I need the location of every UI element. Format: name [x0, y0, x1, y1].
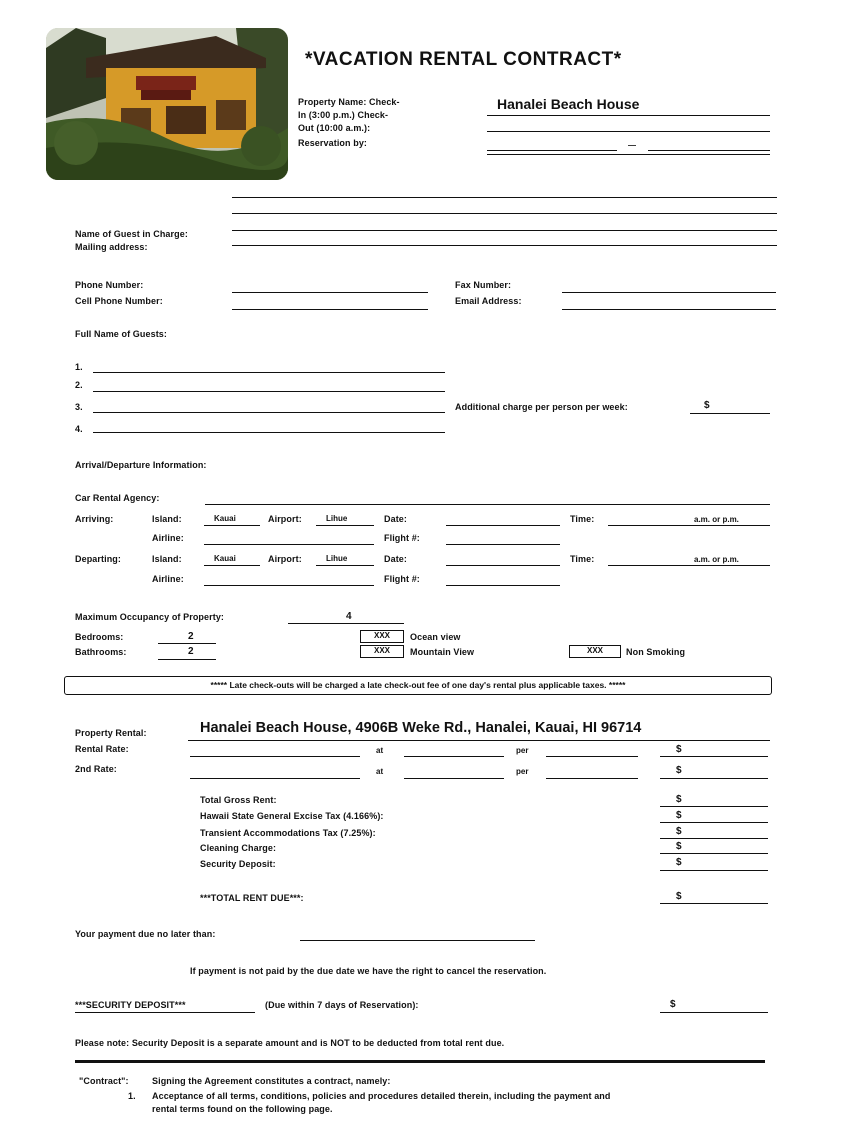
reservation-line-b[interactable] — [648, 150, 770, 151]
departing-label: Departing: — [75, 554, 121, 564]
cleaning-line[interactable] — [660, 853, 768, 854]
payment-due-line[interactable] — [300, 940, 535, 941]
arr-airport-label: Airport: — [268, 514, 302, 524]
guest-name-label: Name of Guest in Charge: — [75, 229, 188, 239]
mailing-address-line[interactable] — [232, 245, 777, 246]
arr-time-line[interactable] — [608, 525, 770, 526]
dep-flight-line[interactable] — [446, 585, 560, 586]
arr-airport-line[interactable] — [316, 525, 374, 526]
security-dollar: $ — [670, 999, 676, 1010]
dep-time-line[interactable] — [608, 565, 770, 566]
dep-time-label: Time: — [570, 554, 595, 564]
dep-island-label: Island: — [152, 554, 182, 564]
arr-island-value: Kauai — [214, 514, 236, 523]
security-deposit-label: Security Deposit: — [200, 859, 276, 869]
reservation-dash: — — [628, 141, 636, 150]
address-line-1[interactable] — [232, 197, 777, 198]
contract-item-line-1: Acceptance of all terms, conditions, policies and procedures detailed therein, including the payment and — [152, 1091, 611, 1101]
arr-flight-label: Flight #: — [384, 533, 420, 543]
security-amount-line[interactable] — [660, 1012, 768, 1013]
bathrooms-label: Bathrooms: — [75, 647, 127, 657]
non-smoking-label: Non Smoking — [626, 647, 686, 657]
guest-name-line[interactable] — [232, 230, 777, 231]
arr-airport-value: Lihue — [326, 514, 348, 523]
rate2-at: at — [376, 767, 384, 776]
excise-tax-label: Hawaii State General Excise Tax (4.166%): — [200, 811, 384, 821]
house-illustration — [46, 28, 288, 180]
rate2-line-b[interactable] — [404, 778, 504, 779]
transient-line[interactable] — [660, 838, 768, 839]
excise-line[interactable] — [660, 822, 768, 823]
property-label-2: In (3:00 p.m.) Check- — [298, 110, 389, 120]
contract-label: "Contract": — [79, 1076, 129, 1086]
rate2-line-a[interactable] — [190, 778, 360, 779]
excise-dollar: $ — [676, 810, 682, 821]
property-photo — [46, 28, 288, 180]
dep-airline-label: Airline: — [152, 574, 184, 584]
dep-flight-label: Flight #: — [384, 574, 420, 584]
payment-due-label: Your payment due no later than: — [75, 929, 216, 939]
guests-heading: Full Name of Guests: — [75, 329, 168, 339]
dep-ampm: a.m. or p.m. — [694, 555, 739, 564]
arr-date-label: Date: — [384, 514, 408, 524]
rate-line-b[interactable] — [404, 756, 504, 757]
email-label: Email Address: — [455, 296, 522, 306]
max-occupancy-label: Maximum Occupancy of Property: — [75, 612, 225, 622]
contract-text: Signing the Agreement constitutes a contract, namely: — [152, 1076, 391, 1086]
rate2-per: per — [516, 767, 529, 776]
dep-airport-line[interactable] — [316, 565, 374, 566]
bedrooms-line[interactable] — [158, 643, 216, 644]
contract-title: *VACATION RENTAL CONTRACT* — [305, 49, 622, 70]
cell-phone-line[interactable] — [232, 309, 428, 310]
total-gross-line[interactable] — [660, 806, 768, 807]
divider — [75, 1060, 765, 1063]
cleaning-dollar: $ — [676, 841, 682, 852]
arr-time-label: Time: — [570, 514, 595, 524]
fax-label: Fax Number: — [455, 280, 512, 290]
guest-number-4: 4. — [75, 424, 83, 434]
rate-per: per — [516, 746, 529, 755]
late-checkout-notice — [64, 676, 772, 695]
contract-item-number: 1. — [128, 1091, 136, 1101]
guest-number-2: 2. — [75, 380, 83, 390]
max-occupancy-line[interactable] — [288, 623, 404, 624]
phone-label: Phone Number: — [75, 280, 144, 290]
contract-item-line-2: rental terms found on the following page. — [152, 1104, 333, 1114]
bathrooms-line[interactable] — [158, 659, 216, 660]
property-name-line-1[interactable] — [487, 115, 770, 116]
security-deposit-heading: ***SECURITY DEPOSIT*** — [75, 1000, 186, 1010]
total-gross-label: Total Gross Rent: — [200, 795, 277, 805]
arr-island-label: Island: — [152, 514, 182, 524]
total-due-line[interactable] — [660, 903, 768, 904]
guest-line-1[interactable] — [93, 372, 445, 373]
arr-ampm: a.m. or p.m. — [694, 515, 739, 524]
dep-airport-value: Lihue — [326, 554, 348, 563]
ocean-view-label: Ocean view — [410, 632, 461, 642]
rate-amount-line[interactable] — [660, 756, 768, 757]
additional-charge-line[interactable] — [690, 413, 770, 414]
max-occupancy-value: 4 — [346, 611, 352, 622]
bathrooms-value: 2 — [188, 646, 194, 657]
arr-airline-label: Airline: — [152, 533, 184, 543]
rate2-dollar: $ — [676, 765, 682, 776]
dep-date-line[interactable] — [446, 565, 560, 566]
security-deposit-heading-line[interactable] — [75, 1012, 255, 1013]
additional-charge-label: Additional charge per person per week: — [455, 402, 628, 412]
guest-line-3[interactable] — [93, 412, 445, 413]
rate-line-c[interactable] — [546, 756, 638, 757]
phone-line[interactable] — [232, 292, 428, 293]
deposit-dollar: $ — [676, 857, 682, 868]
property-label-3: Out (10:00 a.m.): — [298, 123, 371, 133]
property-rental-label: Property Rental: — [75, 728, 147, 738]
rate2-label: 2nd Rate: — [75, 764, 117, 774]
bedrooms-value: 2 — [188, 631, 194, 642]
guest-line-2[interactable] — [93, 391, 445, 392]
bedrooms-label: Bedrooms: — [75, 632, 124, 642]
property-rental-line[interactable] — [188, 740, 770, 741]
fax-line[interactable] — [562, 292, 776, 293]
property-name-value: Hanalei Beach House — [497, 96, 640, 112]
security-due-label: (Due within 7 days of Reservation): — [265, 1000, 419, 1010]
dep-date-label: Date: — [384, 554, 408, 564]
deposit-line[interactable] — [660, 870, 768, 871]
property-label-1: Property Name: Check- — [298, 97, 400, 107]
cell-phone-label: Cell Phone Number: — [75, 296, 163, 306]
total-due-dollar: $ — [676, 891, 682, 902]
email-line[interactable] — [562, 309, 776, 310]
rate-at: at — [376, 746, 384, 755]
guest-number-3: 3. — [75, 402, 83, 412]
dep-island-value: Kauai — [214, 554, 236, 563]
property-name-line-2[interactable] — [487, 131, 770, 132]
address-line-2[interactable] — [232, 213, 777, 214]
transient-tax-label: Transient Accommodations Tax (7.25%): — [200, 828, 376, 838]
arr-flight-line[interactable] — [446, 544, 560, 545]
property-rental-value: Hanalei Beach House, 4906B Weke Rd., Hanalei, Kauai, HI 96714 — [200, 720, 642, 736]
guest-number-1: 1. — [75, 362, 83, 372]
car-rental-line[interactable] — [205, 504, 770, 505]
late-checkout-text: ***** Late check-outs will be charged a late check-out fee of one day's rental plus applicable taxes. ***** — [210, 680, 626, 690]
transient-dollar: $ — [676, 826, 682, 837]
cancel-note: If payment is not paid by the due date we have the right to cancel the reservation. — [190, 966, 547, 976]
guest-line-4[interactable] — [93, 432, 445, 433]
rate2-amount-line[interactable] — [660, 778, 768, 779]
rate-line-a[interactable] — [190, 756, 360, 757]
rate-dollar: $ — [676, 744, 682, 755]
dep-airport-label: Airport: — [268, 554, 302, 564]
reservation-line-a[interactable] — [487, 150, 617, 151]
mailing-address-label: Mailing address: — [75, 242, 148, 252]
cleaning-label: Cleaning Charge: — [200, 843, 277, 853]
reservation-label: Reservation by: — [298, 138, 368, 148]
ocean-view-checkbox[interactable]: XXX — [360, 630, 404, 643]
arriving-label: Arriving: — [75, 514, 114, 524]
arr-airline-line[interactable] — [204, 544, 374, 545]
mountain-view-label: Mountain View — [410, 647, 475, 657]
please-note: Please note: Security Deposit is a separate amount and is NOT to be deducted from total rent due. — [75, 1038, 505, 1048]
non-smoking-checkbox[interactable]: XXX — [569, 645, 621, 658]
arr-island-line[interactable] — [204, 525, 260, 526]
dep-airline-line[interactable] — [204, 585, 374, 586]
car-rental-label: Car Rental Agency: — [75, 493, 160, 503]
additional-charge-dollar: $ — [704, 400, 710, 411]
dep-island-line[interactable] — [204, 565, 260, 566]
arr-date-line[interactable] — [446, 525, 560, 526]
rental-rate-label: Rental Rate: — [75, 744, 129, 754]
travel-heading: Arrival/Departure Information: — [75, 460, 207, 470]
mountain-view-checkbox[interactable]: XXX — [360, 645, 404, 658]
reservation-line-c — [487, 154, 770, 155]
rate2-line-c[interactable] — [546, 778, 638, 779]
total-due-label: ***TOTAL RENT DUE***: — [200, 893, 304, 903]
total-gross-dollar: $ — [676, 794, 682, 805]
